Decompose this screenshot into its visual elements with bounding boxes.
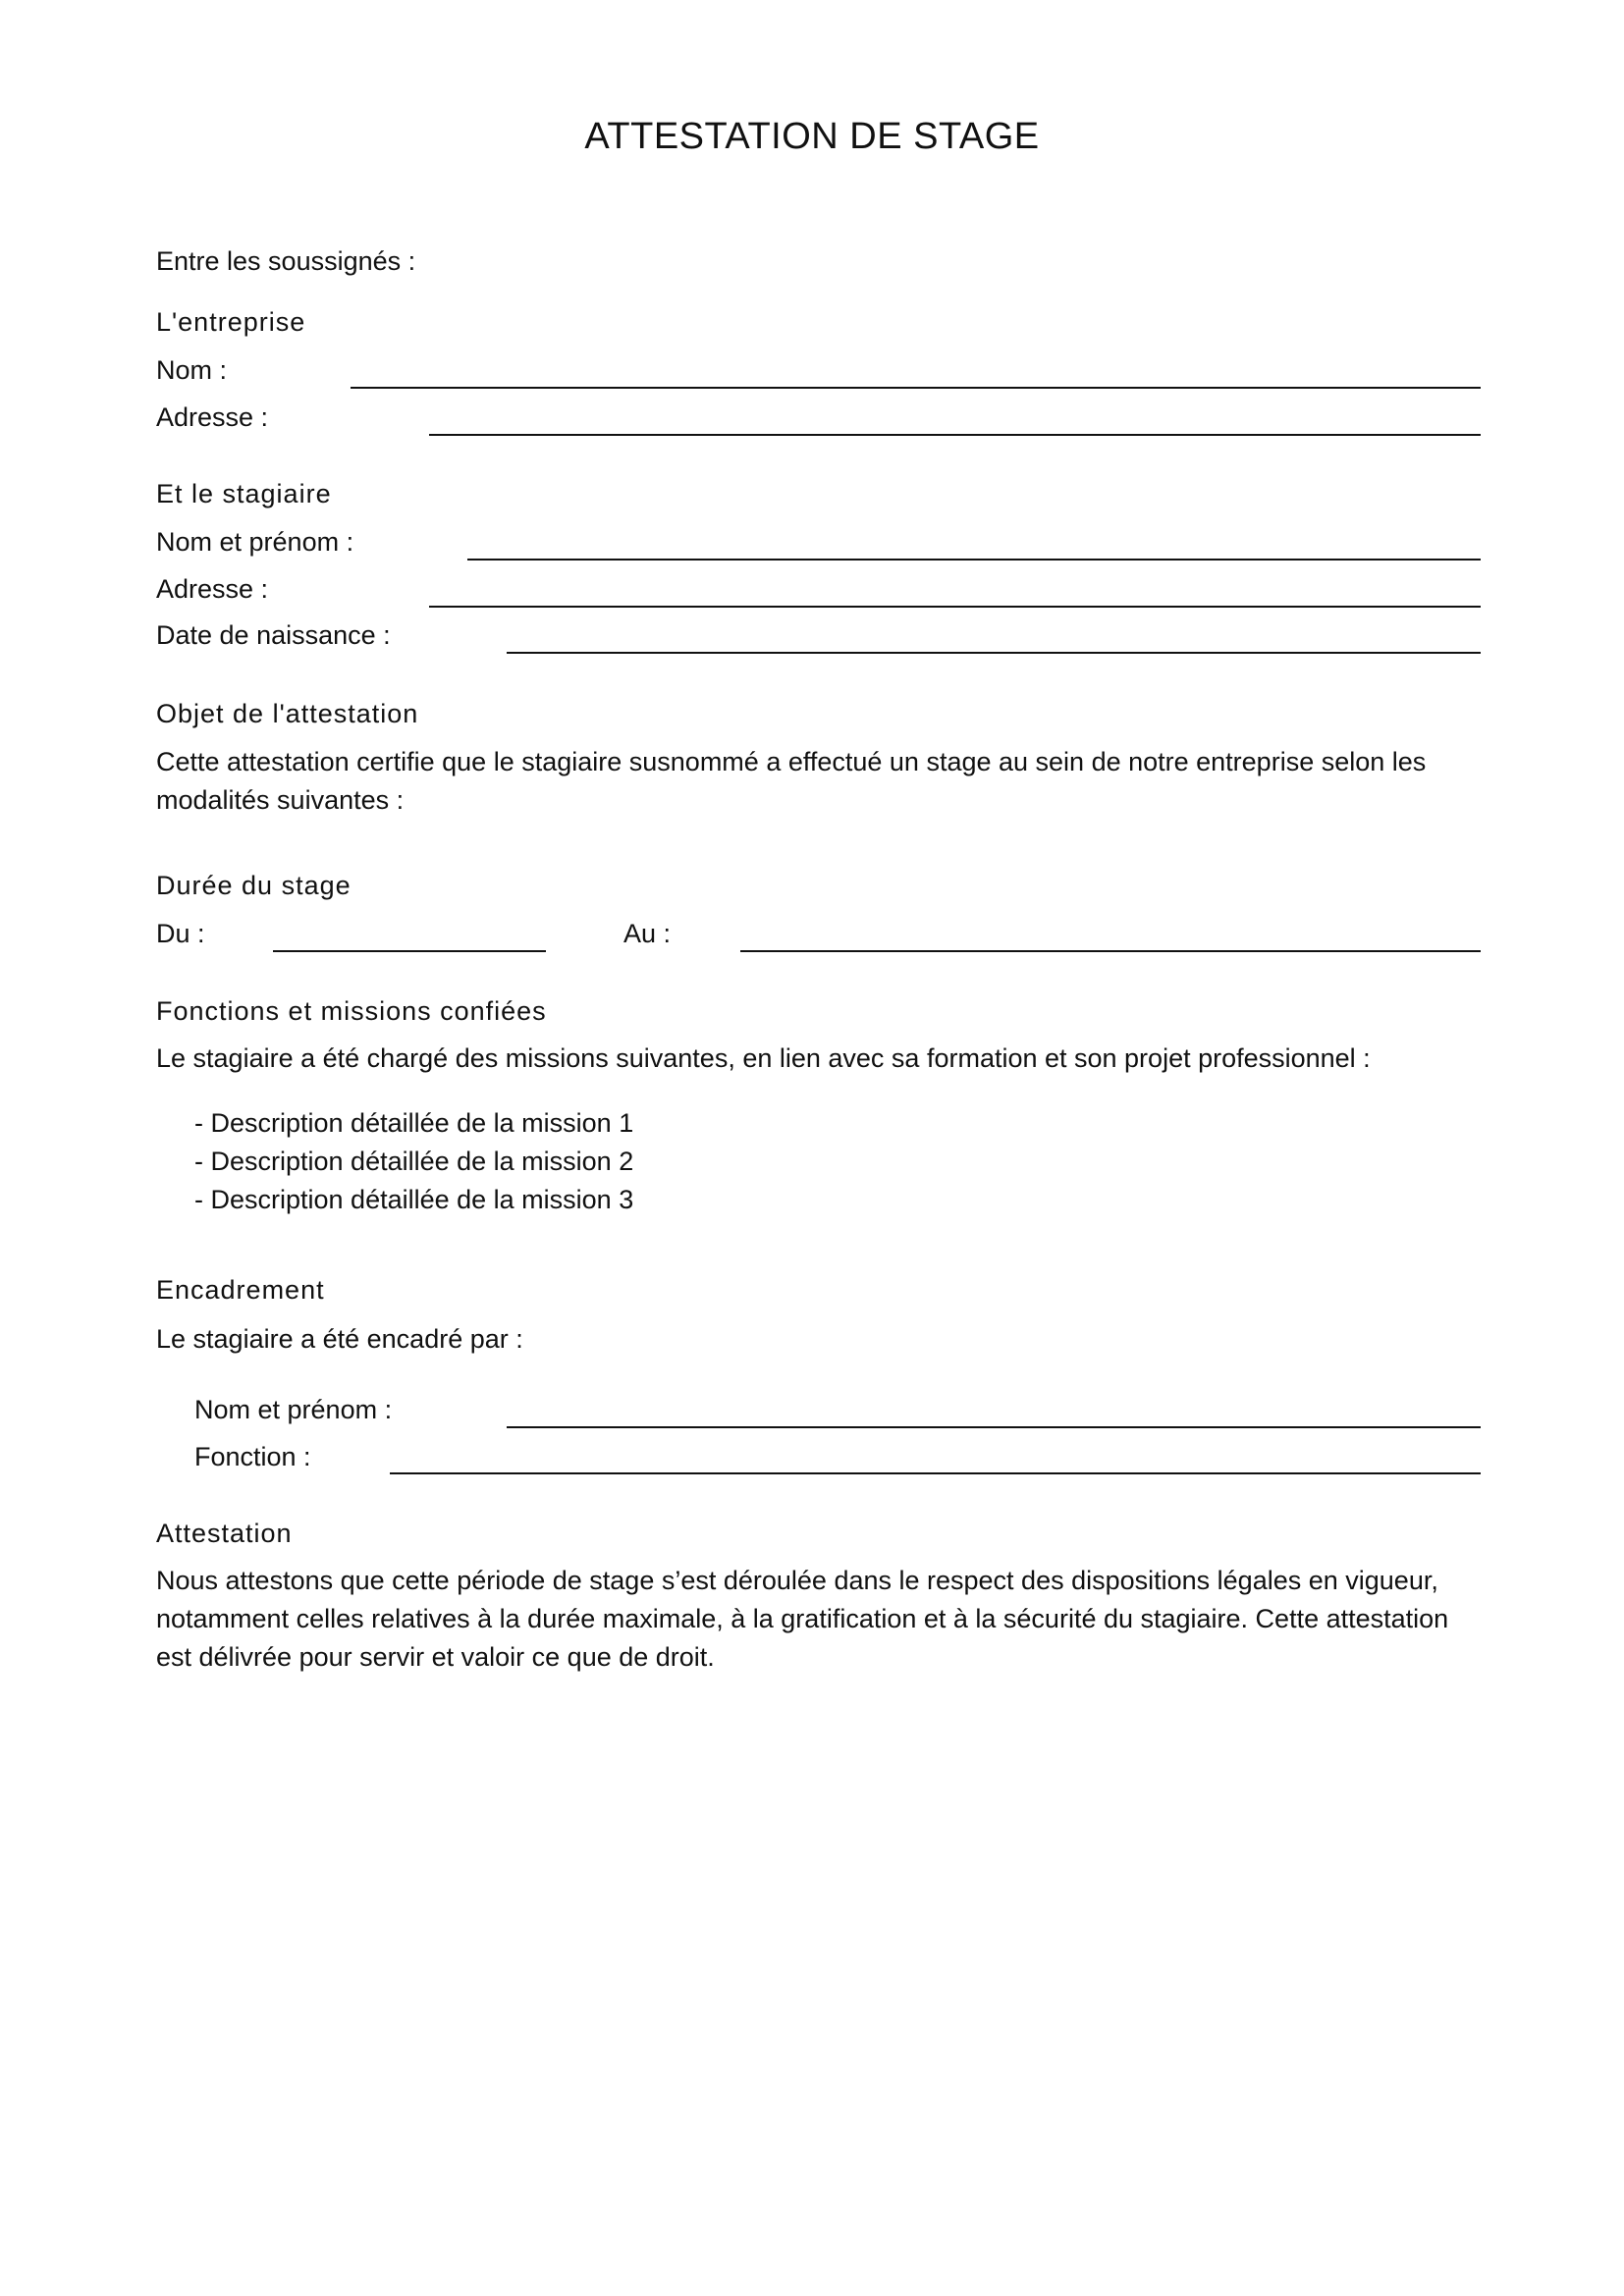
intern-heading: Et le stagiaire (156, 479, 332, 508)
purpose-heading: Objet de l'attestation (156, 699, 419, 728)
intern-address-label: Adresse : (156, 574, 269, 604)
company-address-label: Adresse : (156, 402, 269, 432)
supervisor-function-label: Fonction : (194, 1442, 311, 1471)
duration-to-field-line[interactable] (740, 950, 1481, 952)
document-title: ATTESTATION DE STAGE (584, 116, 1040, 157)
company-address-field-line[interactable] (429, 434, 1481, 436)
attestation-text: Nous attestons que cette période de stage s’est déroulée dans le respect des dispositions légales en vigueur, notamment celles relatives à la durée maximale, à la gratification et à la sécurité du stagiaire. Cette attestation est délivrée pour servir et valoir ce que de droit. (156, 1566, 1449, 1672)
supervisor-fullname-label: Nom et prénom : (194, 1395, 393, 1424)
supervision-text: Le stagiaire a été encadré par : (156, 1324, 523, 1354)
company-name-field-line[interactable] (351, 387, 1481, 389)
intern-birthdate-label: Date de naissance : (156, 620, 391, 650)
company-heading: L'entreprise (156, 307, 306, 337)
intern-fullname-label: Nom et prénom : (156, 527, 354, 557)
mission-item-2: - Description détaillée de la mission 2 (194, 1147, 634, 1176)
missions-heading: Fonctions et missions confiées (156, 996, 547, 1026)
company-name-label: Nom : (156, 355, 228, 385)
supervisor-fullname-field-line[interactable] (507, 1426, 1481, 1428)
intern-birthdate-field-line[interactable] (507, 652, 1481, 654)
attestation-heading: Attestation (156, 1519, 293, 1548)
intern-address-field-line[interactable] (429, 606, 1481, 608)
supervisor-function-field-line[interactable] (390, 1472, 1481, 1474)
mission-item-1: - Description détaillée de la mission 1 (194, 1108, 634, 1138)
missions-text: Le stagiaire a été chargé des missions suivantes, en lien avec sa formation et son projet professionnel : (156, 1043, 1371, 1073)
purpose-text: Cette attestation certifie que le stagiaire susnommé a effectué un stage au sein de notre entreprise selon les modalités suivantes : (156, 747, 1427, 815)
supervision-heading: Encadrement (156, 1275, 325, 1305)
duration-to-label: Au : (623, 919, 672, 948)
duration-from-field-line[interactable] (273, 950, 546, 952)
intern-fullname-field-line[interactable] (467, 559, 1481, 561)
missions-list (194, 1104, 633, 1219)
duration-heading: Durée du stage (156, 871, 352, 900)
duration-from-label: Du : (156, 919, 205, 948)
intro-text: Entre les soussignés : (156, 246, 416, 276)
mission-item-3: - Description détaillée de la mission 3 (194, 1185, 634, 1214)
